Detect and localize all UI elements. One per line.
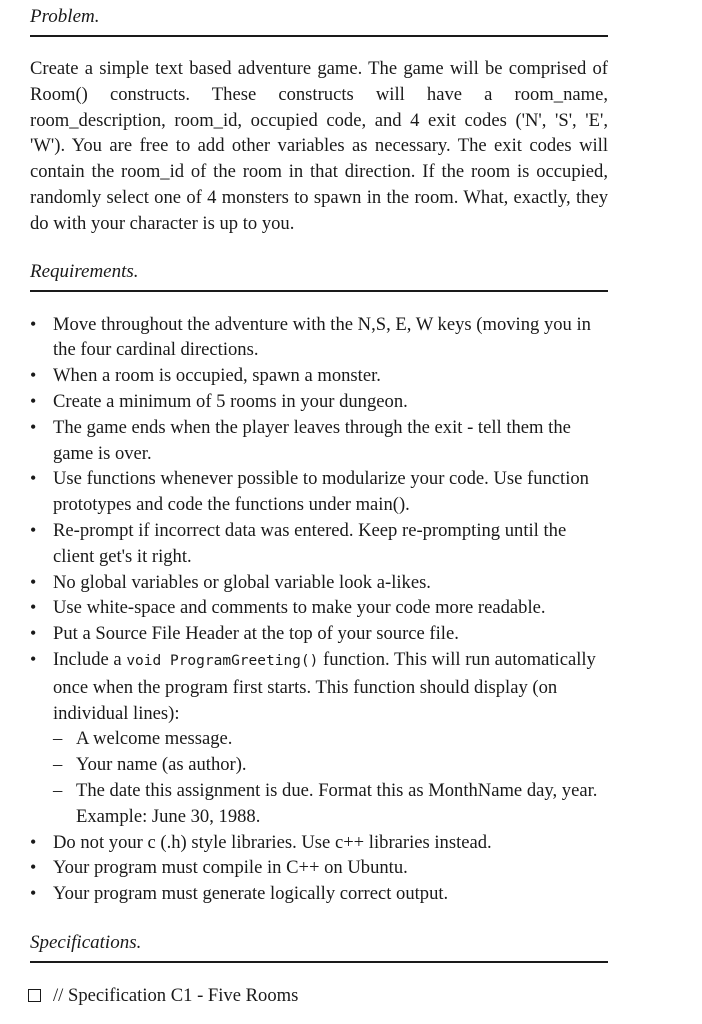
specifications-heading: Specifications. <box>30 926 608 963</box>
greeting-suffix: function. This will run automatically once when the program first starts. This function should display (on individual lines): <box>53 648 596 724</box>
checkbox-icon[interactable] <box>28 989 41 1002</box>
sub-list-item: – The date this assignment is due. Format this as MonthName day, year. Example: June 30, 1988. <box>53 778 608 830</box>
list-item: • Your program must compile in C++ on Ubuntu. <box>30 855 608 881</box>
list-item-greeting <box>30 647 608 830</box>
list-item: • No global variables or global variable look a-likes. <box>30 570 608 596</box>
requirements-heading: Requirements. <box>30 255 608 292</box>
list-item: • Put a Source File Header at the top of your source file. <box>30 621 608 647</box>
specification-label: // Specification C1 - Five Rooms <box>53 984 299 1006</box>
problem-paragraph: Create a simple text based adventure game. The game will be comprised of Room() constructs. These constructs will have a room_name, room_description, room_id, occupied code, and 4 exit codes ('N', 'S', 'E', 'W'). You are free to add other variables as necessary. The exit codes will contain the room_id of the room in that direction. If the room is occupied, randomly select one of 4 monsters to spawn in the room. What, exactly, they do with your character is up to you. <box>30 58 608 234</box>
list-item: • When a room is occupied, spawn a monster. <box>30 363 608 389</box>
list-item: • Re-prompt if incorrect data was entered. Keep re-prompting until the client get's it right. <box>30 518 608 570</box>
list-item: • Use functions whenever possible to modularize your code. Use function prototypes and code the functions under main(). <box>30 466 608 518</box>
greeting-sublist <box>53 726 608 829</box>
list-item: • Your program must generate logically correct output. <box>30 881 608 907</box>
sub-list-item: – Your name (as author). <box>53 752 608 778</box>
greeting-code: void ProgramGreeting() <box>126 652 319 669</box>
requirements-list <box>30 312 608 907</box>
list-item: • The game ends when the player leaves through the exit - tell them the game is over. <box>30 415 608 467</box>
specification-item <box>28 983 608 1008</box>
list-item: • Do not your c (.h) style libraries. Use c++ libraries instead. <box>30 830 608 856</box>
problem-heading: Problem. <box>30 0 608 37</box>
list-item: • Use white-space and comments to make your code more readable. <box>30 595 608 621</box>
document-page <box>30 0 608 1008</box>
list-item: • Create a minimum of 5 rooms in your dungeon. <box>30 389 608 415</box>
greeting-prefix: Include a <box>53 648 127 670</box>
sub-list-item: – A welcome message. <box>53 726 608 752</box>
list-item: • Move throughout the adventure with the N,S, E, W keys (moving you in the four cardinal directions. <box>30 312 608 364</box>
